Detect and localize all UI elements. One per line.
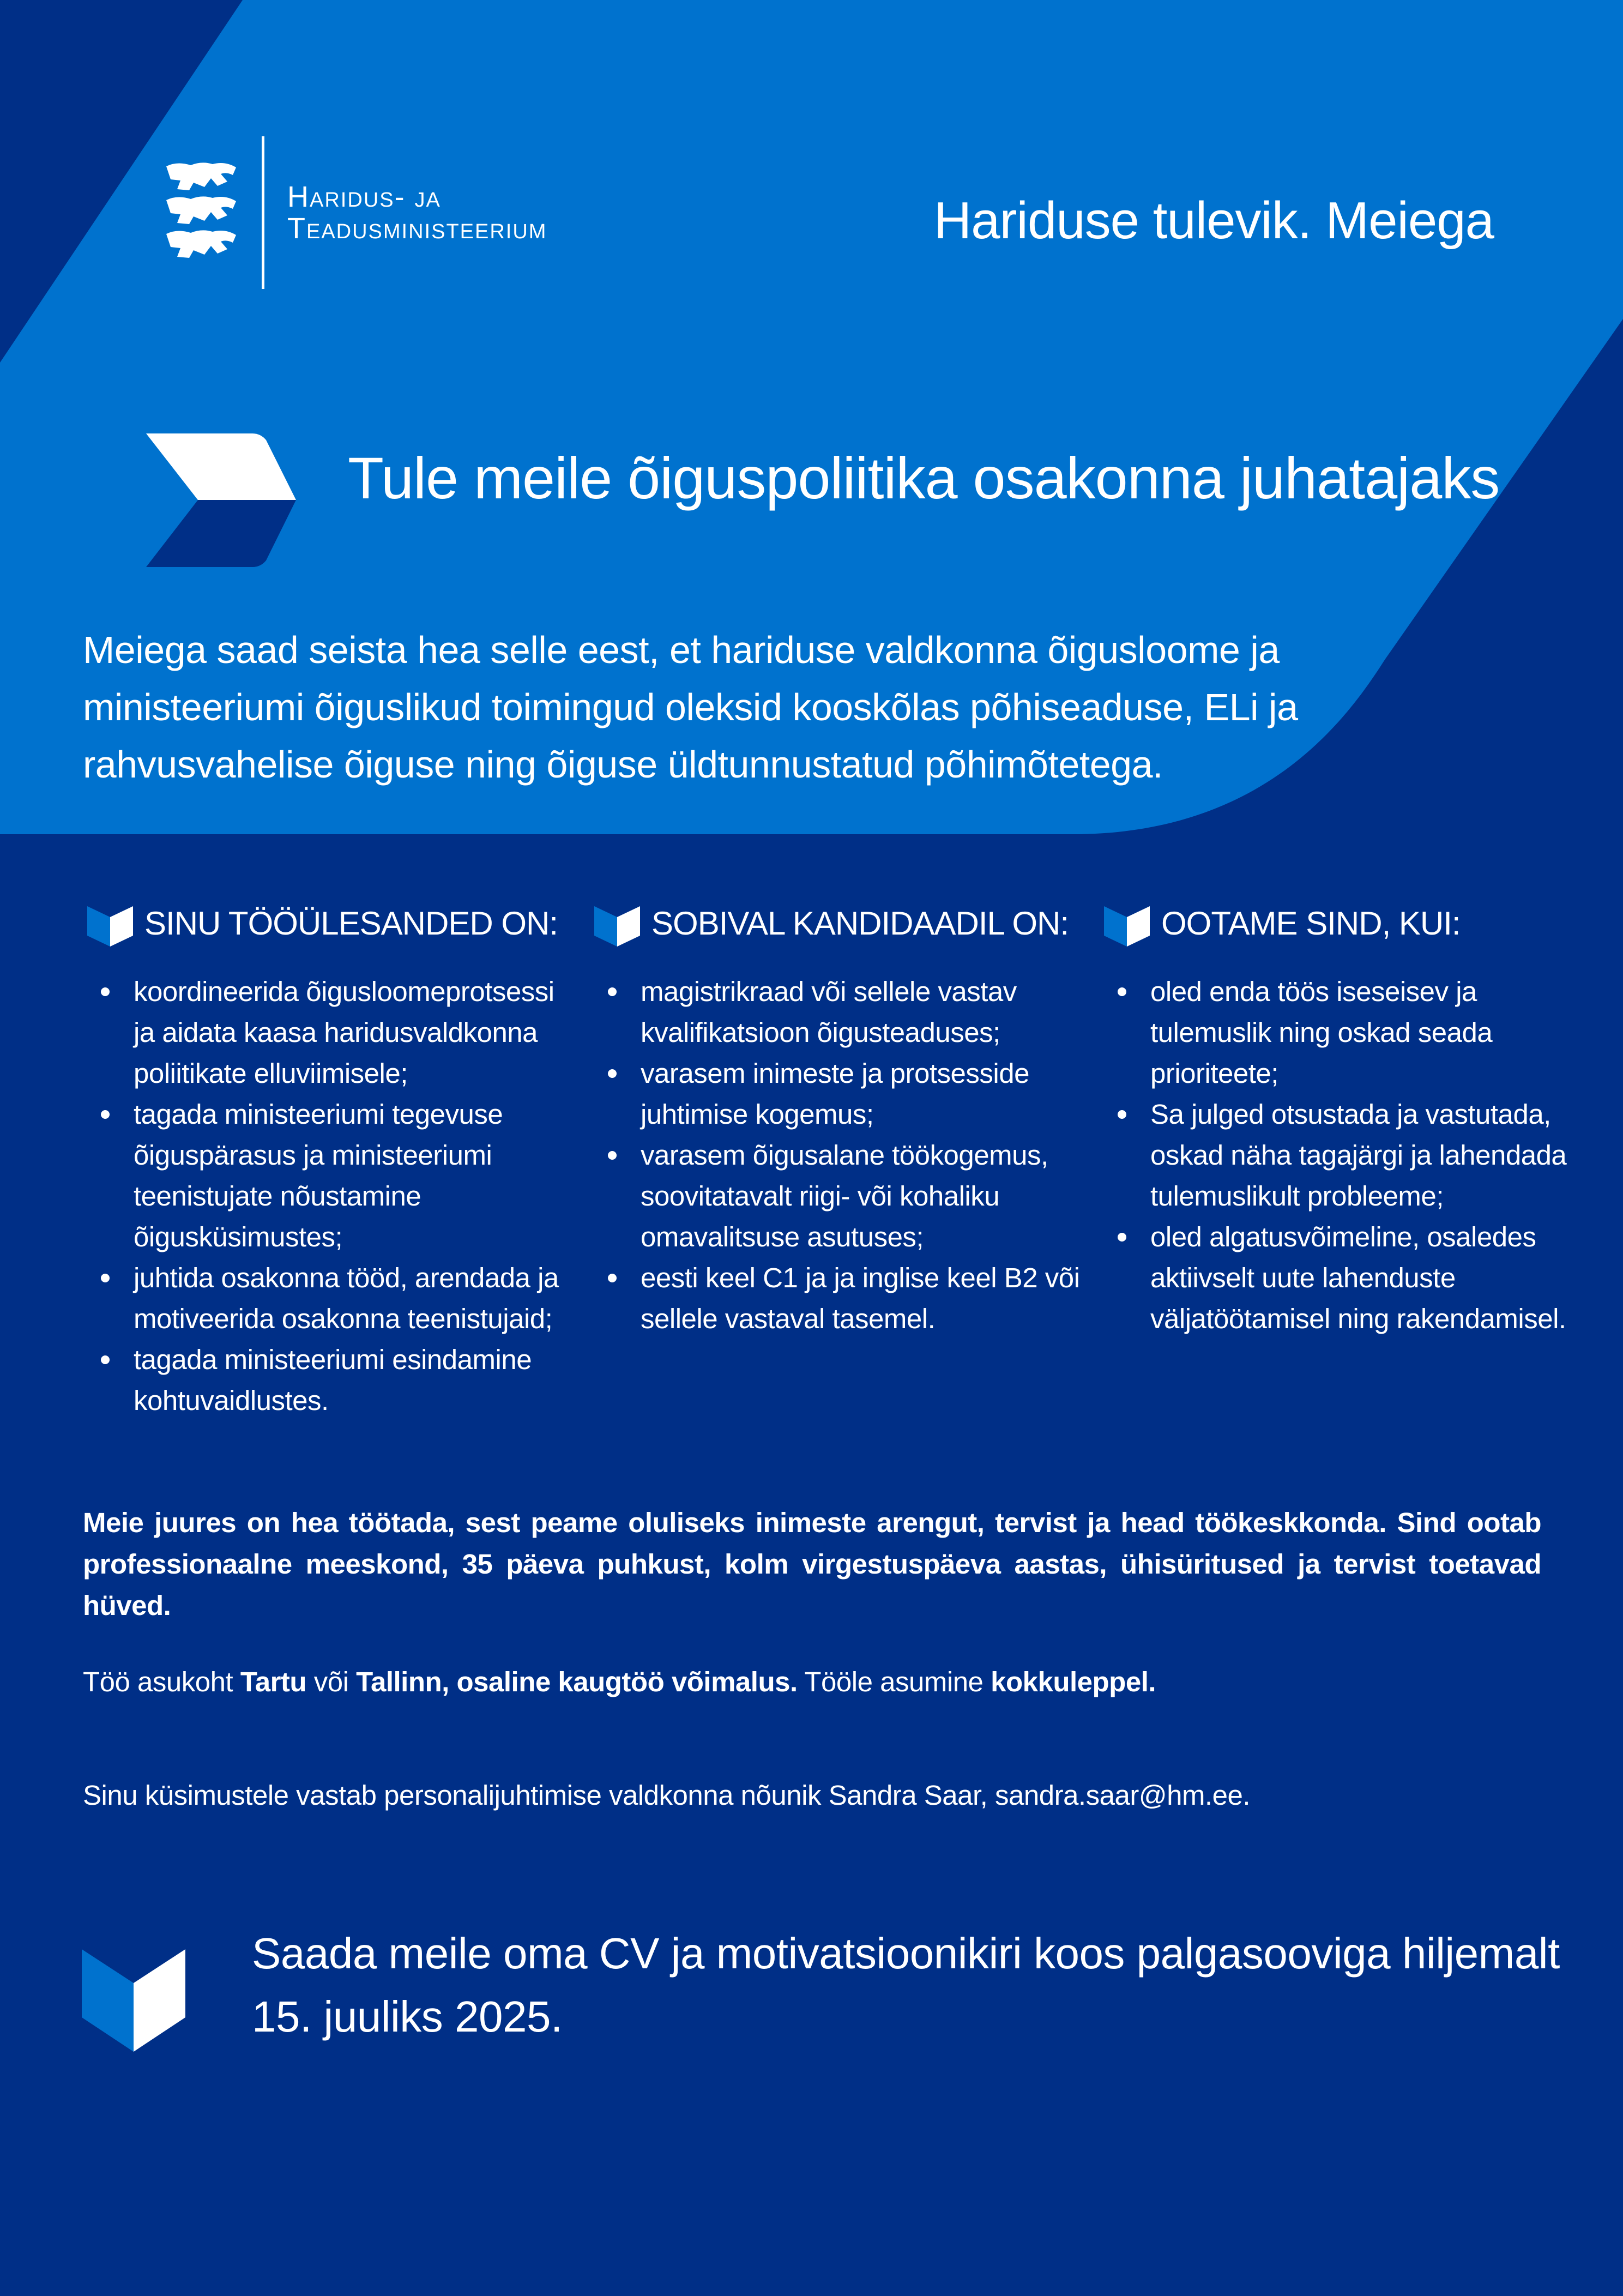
list-item: varasem inimeste ja protsesside juhtimise kogemus; xyxy=(594,1053,1085,1135)
column-requirements xyxy=(594,899,1085,1339)
book-icon xyxy=(1104,901,1150,947)
call-to-action xyxy=(252,1922,1560,2048)
list-item: koordineerida õigusloomeprotsessi ja aidata kaasa haridusvaldkonna poliitikate elluviimisele; xyxy=(87,971,578,1094)
page-title: Tule meile õiguspoliitika osakonna juhatajaks xyxy=(348,445,1500,511)
ministry-name xyxy=(287,181,547,244)
list-item: varasem õigusalane töökogemus, soovitatavalt riigi- või kohaliku omavalitsuse asutuses; xyxy=(594,1135,1085,1257)
list-item: juhtida osakonna tööd, arendada ja motiveerida osakonna teenistujaid; xyxy=(87,1257,578,1339)
list-item: tagada ministeeriumi tegevuse õiguspärasus ja ministeeriumi teenistujate nõustamine õigusküsimustes; xyxy=(87,1094,578,1257)
list-item: tagada ministeeriumi esindamine kohtuvaidlustes. xyxy=(87,1339,578,1421)
column-heading: OOTAME SIND, KUI: xyxy=(1161,905,1461,942)
chevron-arrow-icon xyxy=(146,433,296,567)
intro-paragraph: Meiega saad seista hea selle eest, et hariduse valdkonna õigusloome ja ministeeriumi õiguslikud toimingud oleksid kooskõlas põhiseaduse, ELi ja rahvusvahelise õiguse ning õiguse üldtunnustatud põhimõtetega. xyxy=(83,629,1298,786)
location-city-2: Tallinn, osaline kaugtöö võimalus. xyxy=(356,1666,798,1697)
list-item: magistrikraad või sellele vastav kvalifikatsioon õigusteaduses; xyxy=(594,971,1085,1053)
list-item: Sa julged otsustada ja vastutada, oskad näha tagajärgi ja lahendada tulemuslikult probleeme; xyxy=(1104,1094,1573,1216)
cta-line-2: 15. juuliks 2025. xyxy=(252,1992,563,2041)
column-header xyxy=(1104,899,1573,950)
cta-line-1: Saada meile oma CV ja motivatsioonikiri koos palgasooviga hiljemalt xyxy=(252,1929,1560,1978)
location-paragraph xyxy=(83,1661,1156,1703)
start-value: kokkuleppel. xyxy=(991,1666,1156,1697)
column-header xyxy=(594,899,1085,950)
bullet-list xyxy=(1104,971,1573,1339)
column-heading: SINU TÖÖÜLESANDED ON: xyxy=(144,905,558,942)
book-icon xyxy=(87,901,133,947)
location-or: või xyxy=(306,1666,357,1697)
coat-of-arms-icon xyxy=(161,161,240,270)
column-duties xyxy=(87,899,578,1421)
tagline: Hariduse tulevik. Meiega xyxy=(933,191,1494,250)
bullet-list xyxy=(87,971,578,1421)
bullet-list xyxy=(594,971,1085,1339)
column-expectations xyxy=(1104,899,1573,1339)
column-heading: SOBIVAL KANDIDAADIL ON: xyxy=(651,905,1069,942)
book-icon xyxy=(594,901,640,947)
start-prefix: Tööle asumine xyxy=(797,1666,991,1697)
location-city-1: Tartu xyxy=(240,1666,307,1697)
list-item: oled algatusvõimeline, osaledes aktiivselt uute lahenduste väljatöötamisel ning rakendamisel. xyxy=(1104,1216,1573,1339)
ministry-name-line-2: Teadusministeerium xyxy=(287,212,547,245)
ministry-logo[interactable] xyxy=(161,136,564,292)
benefits-paragraph: Meie juures on hea töötada, sest peame oluliseks inimeste arengut, tervist ja head töökeskkonda. Sind ootab professionaalne meeskond, 35 päeva puhkust, kolm virgestuspäeva aastas, ühisüritused ja tervist toetavad hüved. xyxy=(83,1507,1541,1621)
list-item: oled enda töös iseseisev ja tulemuslik ning oskad seada prioriteete; xyxy=(1104,971,1573,1094)
column-header xyxy=(87,899,578,950)
book-icon xyxy=(82,1938,185,2052)
list-item: eesti keel C1 ja ja inglise keel B2 või sellele vastaval tasemel. xyxy=(594,1257,1085,1339)
contact-paragraph: Sinu küsimustele vastab personalijuhtimise valdkonna nõunik Sandra Saar, sandra.saar@hm.ee. xyxy=(83,1780,1251,1811)
ministry-name-line-1: Haridus- ja xyxy=(287,180,441,213)
location-prefix: Töö asukoht xyxy=(83,1666,240,1697)
logo-divider xyxy=(262,136,264,289)
